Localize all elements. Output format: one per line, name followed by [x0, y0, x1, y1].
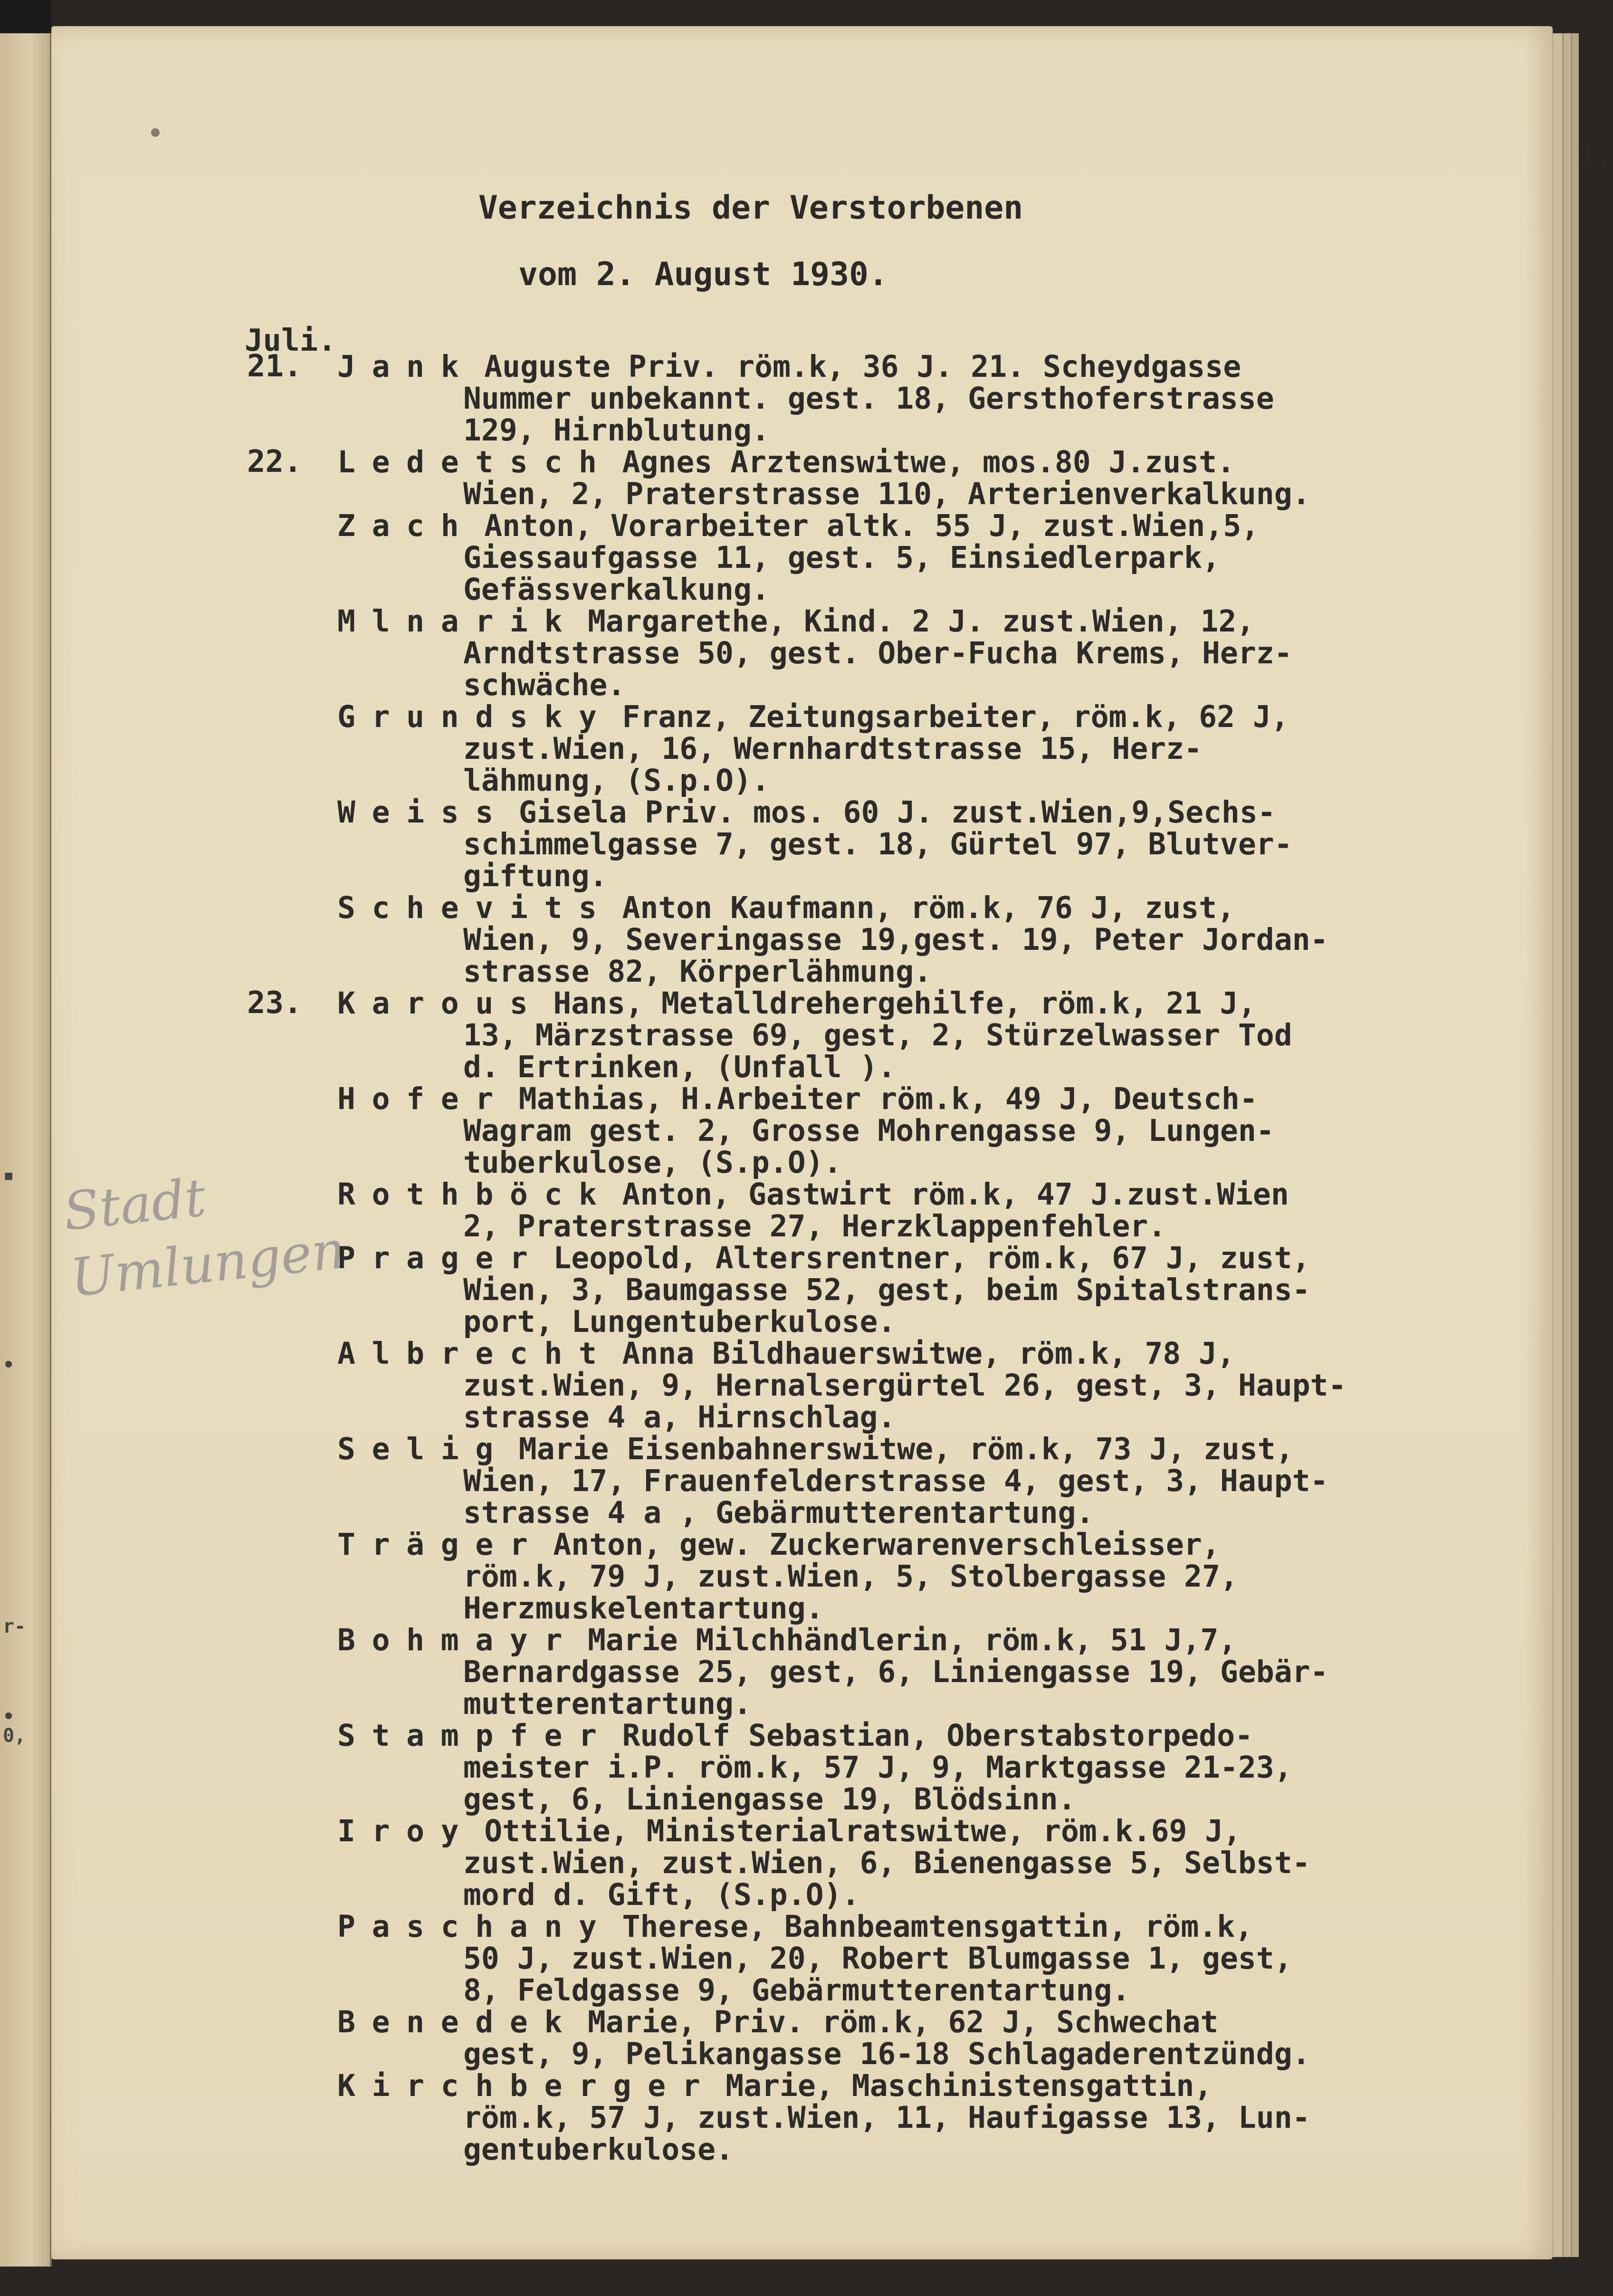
entry-text: 13, Märzstrasse 69, gest, 2, Stürzelwasser Tod	[463, 1018, 1292, 1052]
entry-surname: Prager	[337, 1241, 544, 1275]
entry-continuation-line	[247, 733, 1482, 765]
entry-continuation-line	[247, 1560, 1482, 1592]
entry-continuation-line	[247, 2133, 1482, 2165]
entry-continuation-line	[247, 1656, 1482, 1688]
scan-background	[0, 0, 51, 33]
entry-text: meister i.P. röm.k, 57 J, 9, Marktgasse 21-23,	[463, 1750, 1292, 1785]
entry-text: Franz, Zeitungsarbeiter, röm.k, 62 J,	[622, 699, 1289, 734]
register-entry	[247, 701, 1482, 796]
entry-continuation-line	[247, 1147, 1482, 1178]
margin-dot: •	[3, 1706, 15, 1728]
entry-continuation-line	[247, 1306, 1482, 1338]
entry-text: schwäche.	[463, 668, 626, 702]
pencil-annotation-line: Umlungen	[67, 1219, 348, 1309]
entry-text: 50 J, zust.Wien, 20, Robert Blumgasse 1, gest,	[463, 1941, 1292, 1976]
entry-text: 129, Hirnblutung.	[463, 413, 770, 448]
entry-text: Wien, 3, Baumgasse 52, gest, beim Spitalstrans-	[463, 1272, 1310, 1307]
entry-first-line	[247, 1338, 1482, 1369]
entry-continuation-line	[247, 956, 1482, 987]
entry-first-line	[247, 1083, 1482, 1115]
entry-continuation-line	[247, 1210, 1482, 1242]
page-stack-edge	[1571, 33, 1579, 2257]
entry-continuation-line	[247, 478, 1482, 510]
entry-text: Leopold, Altersrentner, röm.k, 67 J, zust,	[553, 1241, 1310, 1275]
entry-surname: Benedek	[337, 2005, 579, 2039]
entry-continuation-line	[247, 1592, 1482, 1624]
entry-continuation-line	[247, 765, 1482, 796]
entry-first-line	[247, 510, 1482, 542]
entry-text: Rudolf Sebastian, Oberstabstorpedo-	[622, 1718, 1253, 1753]
entry-continuation-line	[247, 1847, 1482, 1879]
month-heading: Juli.	[245, 323, 336, 358]
entry-text: Mathias, H.Arbeiter röm.k, 49 J, Deutsch-	[518, 1081, 1258, 1116]
entry-surname: Iroy	[337, 1814, 476, 1848]
entry-text: mutterentartung.	[463, 1686, 752, 1721]
entry-day: 23.	[247, 985, 302, 1021]
entry-surname: Bohmayr	[337, 1623, 579, 1657]
register-entry	[247, 1815, 1482, 1911]
entry-text: Wien, 2, Praterstrasse 110, Arterienverkalkung.	[463, 477, 1310, 511]
register-entry	[247, 1911, 1482, 2006]
entry-continuation-line	[247, 1051, 1482, 1083]
register-entry	[247, 2070, 1482, 2165]
entry-text: Hans, Metalldrehergehilfe, röm.k, 21 J,	[553, 986, 1256, 1021]
register-entry	[247, 1529, 1482, 1624]
entry-continuation-line	[247, 1369, 1482, 1401]
pencil-annotation-line: Stadt	[60, 1167, 209, 1243]
entry-text: Marie Eisenbahnerswitwe, röm.k, 73 J, zust,	[518, 1432, 1294, 1466]
entry-text: 2, Praterstrasse 27, Herzklappenfehler.	[463, 1209, 1166, 1244]
entry-continuation-line	[247, 924, 1482, 956]
entry-first-line	[247, 1624, 1482, 1656]
entry-text: strasse 4 a, Hirnschlag.	[463, 1400, 896, 1435]
entry-first-line	[247, 605, 1482, 637]
entry-text: zust.Wien, 9, Hernalsergürtel 26, gest, 3, Haupt-	[463, 1368, 1346, 1403]
entry-continuation-line	[247, 1115, 1482, 1147]
entry-text: Anton, gew. Zuckerwarenverschleisser,	[553, 1527, 1220, 1562]
entry-surname: Schevits	[337, 890, 613, 925]
entry-text: Ottilie, Ministerialratswitwe, röm.k.69 J,	[484, 1814, 1241, 1848]
register-entry	[247, 1624, 1482, 1720]
entry-continuation-line	[247, 637, 1482, 669]
entry-text: Marie Milchhändlerin, röm.k, 51 J,7,	[587, 1623, 1237, 1657]
entry-text: Anton, Gastwirt röm.k, 47 J.zust.Wien	[622, 1177, 1289, 1212]
register-entry	[247, 1083, 1482, 1178]
entry-text: strasse 82, Körperlähmung.	[463, 954, 932, 989]
entry-surname: Mlnarik	[337, 604, 579, 639]
entry-first-line	[247, 987, 1482, 1019]
entry-text: mord d. Gift, (S.p.O).	[463, 1877, 860, 1912]
register-entry	[247, 987, 1482, 1083]
register-entry	[247, 796, 1482, 892]
entry-continuation-line	[247, 542, 1482, 574]
entry-text: Anton Kaufmann, röm.k, 76 J, zust,	[622, 890, 1235, 925]
entry-continuation-line	[247, 1751, 1482, 1783]
entry-text: gest, 9, Pelikangasse 16-18 Schlagaderentzündg.	[463, 2037, 1310, 2071]
entry-text: Wagram gest. 2, Grosse Mohrengasse 9, Lungen-	[463, 1113, 1274, 1148]
entry-text: schimmelgasse 7, gest. 18, Gürtel 97, Blutver-	[463, 827, 1292, 861]
entry-text: Nummer unbekannt. gest. 18, Gersthoferstrasse	[463, 381, 1274, 416]
entry-surname: Jank	[337, 349, 476, 384]
facing-page-mark: r-	[3, 1616, 26, 1637]
register-entry	[247, 2006, 1482, 2070]
entry-text: Anton, Vorarbeiter altk. 55 J, zust.Wien,5,	[484, 508, 1260, 543]
entry-surname: Paschany	[337, 1909, 613, 1944]
register-entry	[247, 1242, 1482, 1338]
entry-continuation-line	[247, 1465, 1482, 1497]
entry-surname: Rothböck	[337, 1177, 613, 1212]
entry-text: port, Lungentuberkulose.	[463, 1304, 896, 1339]
entry-text: giftung.	[463, 859, 608, 893]
entry-text: gentuberkulose.	[463, 2132, 734, 2167]
entry-first-line	[247, 446, 1482, 478]
entry-surname: Weiss	[337, 795, 510, 830]
register-entry	[247, 1433, 1482, 1529]
entry-continuation-line	[247, 1879, 1482, 1911]
entry-text: Marie, Maschinistensgattin,	[725, 2068, 1212, 2103]
entry-continuation-line	[247, 1942, 1482, 1974]
entry-continuation-line	[247, 383, 1482, 414]
entry-text: strasse 4 a , Gebärmutterentartung.	[463, 1495, 1094, 1530]
entry-continuation-line	[247, 1274, 1482, 1306]
entry-first-line	[247, 1529, 1482, 1560]
entry-continuation-line	[247, 1688, 1482, 1720]
entry-first-line	[247, 1815, 1482, 1847]
entry-first-line	[247, 796, 1482, 828]
entry-surname: Ledetsch	[337, 445, 613, 479]
facing-page-mark: 0,	[3, 1725, 26, 1747]
entry-text: lähmung, (S.p.O).	[463, 763, 770, 798]
entry-first-line	[247, 1242, 1482, 1274]
entry-text: Marie, Priv. röm.k, 62 J, Schwechat	[587, 2005, 1219, 2039]
entry-text: Giessaufgasse 11, gest. 5, Einsiedlerpark,	[463, 540, 1221, 575]
entry-surname: Stampfer	[337, 1718, 613, 1753]
entry-first-line	[247, 1178, 1482, 1210]
entry-continuation-line	[247, 2038, 1482, 2070]
entry-text: Auguste Priv. röm.k, 36 J. 21. Scheydgasse	[484, 349, 1241, 384]
entry-day: 21.	[247, 349, 302, 384]
margin-dot: ▪	[3, 1164, 15, 1186]
entry-first-line	[247, 1720, 1482, 1751]
entry-text: Wien, 9, Severingasse 19,gest. 19, Peter Jordan-	[463, 922, 1328, 957]
entry-text: Gisela Priv. mos. 60 J. zust.Wien,9,Sechs-	[518, 795, 1276, 830]
entry-first-line	[247, 892, 1482, 924]
entry-continuation-line	[247, 1497, 1482, 1529]
entry-continuation-line	[247, 2102, 1482, 2133]
facing-page-edge	[0, 33, 52, 2267]
entry-continuation-line	[247, 669, 1482, 701]
entry-first-line	[247, 1433, 1482, 1465]
entry-text: Bernardgasse 25, gest, 6, Liniengasse 19, Gebär-	[463, 1655, 1328, 1689]
register-entry	[247, 605, 1482, 701]
entry-text: 8, Feldgasse 9, Gebärmutterentartung.	[463, 1973, 1130, 2008]
entry-continuation-line	[247, 1019, 1482, 1051]
register-entry	[247, 446, 1482, 510]
paper-spot	[151, 128, 160, 137]
document-title: Verzeichnis der Verstorbenen	[478, 189, 1023, 227]
entry-continuation-line	[247, 414, 1482, 446]
entry-surname: Grundsky	[337, 699, 613, 734]
entry-text: d. Ertrinken, (Unfall ).	[463, 1050, 896, 1084]
document-subtitle: vom 2. August 1930.	[518, 256, 888, 293]
entry-surname: Kirchberger	[337, 2068, 717, 2103]
entry-text: zust.Wien, 16, Wernhardtstrasse 15, Herz-	[463, 731, 1203, 766]
entry-continuation-line	[247, 828, 1482, 860]
entry-text: Wien, 17, Frauenfelderstrasse 4, gest, 3, Haupt-	[463, 1464, 1328, 1498]
register-entry	[247, 1720, 1482, 1815]
entry-text: röm.k, 79 J, zust.Wien, 5, Stolbergasse 27,	[463, 1559, 1238, 1594]
entry-text: Margarethe, Kind. 2 J. zust.Wien, 12,	[587, 604, 1255, 639]
entry-surname: Träger	[337, 1527, 544, 1562]
entry-first-line	[247, 2070, 1482, 2102]
entry-text: röm.k, 57 J, zust.Wien, 11, Haufigasse 13, Lun-	[463, 2100, 1310, 2135]
entry-continuation-line	[247, 574, 1482, 605]
entry-surname: Albrecht	[337, 1336, 613, 1371]
death-register-list	[247, 351, 1482, 2165]
page-number: 1.	[1577, 138, 1613, 172]
entry-text: Herzmuskelentartung.	[463, 1591, 824, 1626]
register-entry	[247, 1178, 1482, 1242]
entry-text: zust.Wien, zust.Wien, 6, Bienengasse 5, Selbst-	[463, 1846, 1310, 1880]
entry-surname: Selig	[337, 1432, 510, 1466]
entry-continuation-line	[247, 1974, 1482, 2006]
entry-text: gest, 6, Liniengasse 19, Blödsinn.	[463, 1782, 1076, 1817]
entry-continuation-line	[247, 1783, 1482, 1815]
entry-continuation-line	[247, 1401, 1482, 1433]
entry-text: Agnes Arztenswitwe, mos.80 J.zust.	[622, 445, 1235, 479]
entry-text: Gefässverkalkung.	[463, 572, 770, 607]
entry-first-line	[247, 701, 1482, 733]
entry-first-line	[247, 351, 1482, 383]
register-entry	[247, 892, 1482, 987]
entry-surname: Karous	[337, 986, 544, 1021]
entry-first-line	[247, 1911, 1482, 1942]
entry-text: Anna Bildhauerswitwe, röm.k, 78 J,	[622, 1336, 1235, 1371]
entry-day: 22.	[247, 444, 302, 479]
entry-text: Therese, Bahnbeamtensgattin, röm.k,	[622, 1909, 1253, 1944]
entry-text: tuberkulose, (S.p.O).	[463, 1145, 842, 1180]
register-entry	[247, 510, 1482, 605]
register-entry	[247, 1338, 1482, 1433]
entry-surname: Zach	[337, 508, 476, 543]
entry-surname: Hofer	[337, 1081, 510, 1116]
register-entry	[247, 351, 1482, 446]
entry-first-line	[247, 2006, 1482, 2038]
margin-dot: •	[3, 1354, 15, 1376]
entry-continuation-line	[247, 860, 1482, 892]
entry-text: Arndtstrasse 50, gest. Ober-Fucha Krems, Herz-	[463, 636, 1292, 670]
